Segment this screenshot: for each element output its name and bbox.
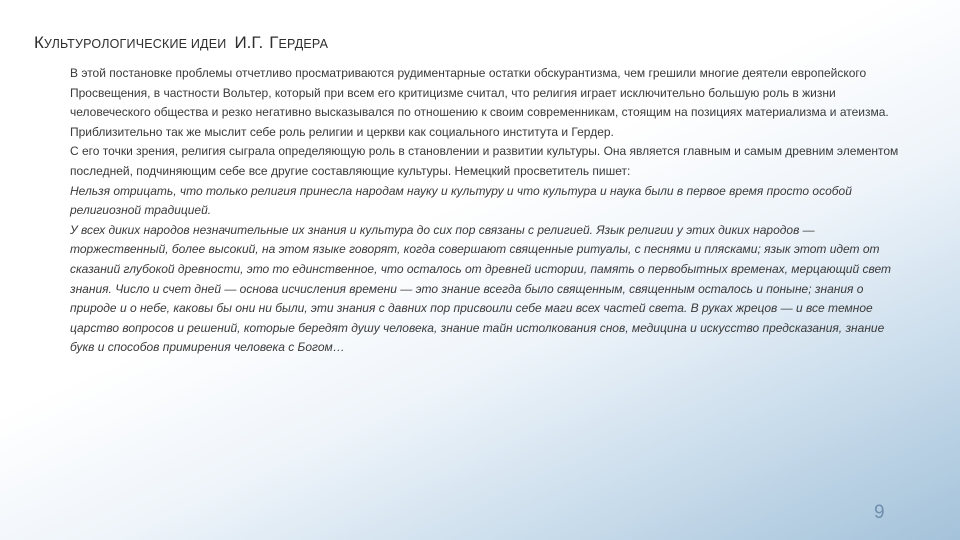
slide-title	[34, 34, 328, 52]
paragraph-religion-role: С его точки зрения, религия сыграла определяющую роль в становлении и развитии культуры. Она является главным и самым древним элементом последней, подчиняющим себе все другие составляющие культуры. Немецкий просветитель пишет:	[70, 144, 899, 178]
paragraph-voltaire: В этой постановке проблемы отчетливо просматриваются рудиментарные остатки обскурантизма, чем грешили многие деятели европейского Просвещения, в частности Вольтер, который при всем его критицизме считал, что религия играет исключительно большую роль в жизни человеческого общества и резко негативно высказывался по отношению к своим современникам, стоящим на позициях материализма и атеизма. Приблизительно так же мыслит себе роль религии и церкви как социального института и Гердер.	[70, 66, 889, 139]
slide-body	[70, 64, 900, 358]
page-number: 9	[874, 502, 885, 523]
title-word-herder: ЕРДЕРА	[278, 37, 329, 51]
title-initial-k: К	[34, 33, 44, 52]
title-initials: И.Г.	[234, 33, 264, 52]
quote-religion-science: Нельзя отрицать, что только религия принесла народам науку и культуру и что культура и наука были в первое время просто особой религиозной традицией.	[70, 183, 852, 218]
title-word-culturological-ideas: УЛЬТУРОЛОГИЧЕСКИЕ ИДЕИ	[43, 37, 227, 51]
title-initial-g: Г	[269, 33, 279, 52]
quote-wild-peoples: У всех диких народов незначительные их знания и культура до сих пор связаны с религией. Язык религии у этих диких народов — торжественный, более высокий, на этом языке говорят, когда совершают священные ритуалы, с песнями и плясками; язык этот идет от сказаний глубокой древности, это то единственное, что осталось от древней истории, память о первобытных временах, мерцающий свет знания. Число и счет дней — основа исчисления времени — это знание всегда было священным, священным осталось и поныне; знания о природе и о небе, каковы бы они ни были, эти знания с давних пор присвоили себе маги всех частей света. В руках жрецов — и все темное царство вопросов и решений, которые бередят душу человека, знание тайн истолкования снов, медицина и искусство предсказания, знание букв и способов примирения человека с Богом…	[70, 222, 891, 355]
